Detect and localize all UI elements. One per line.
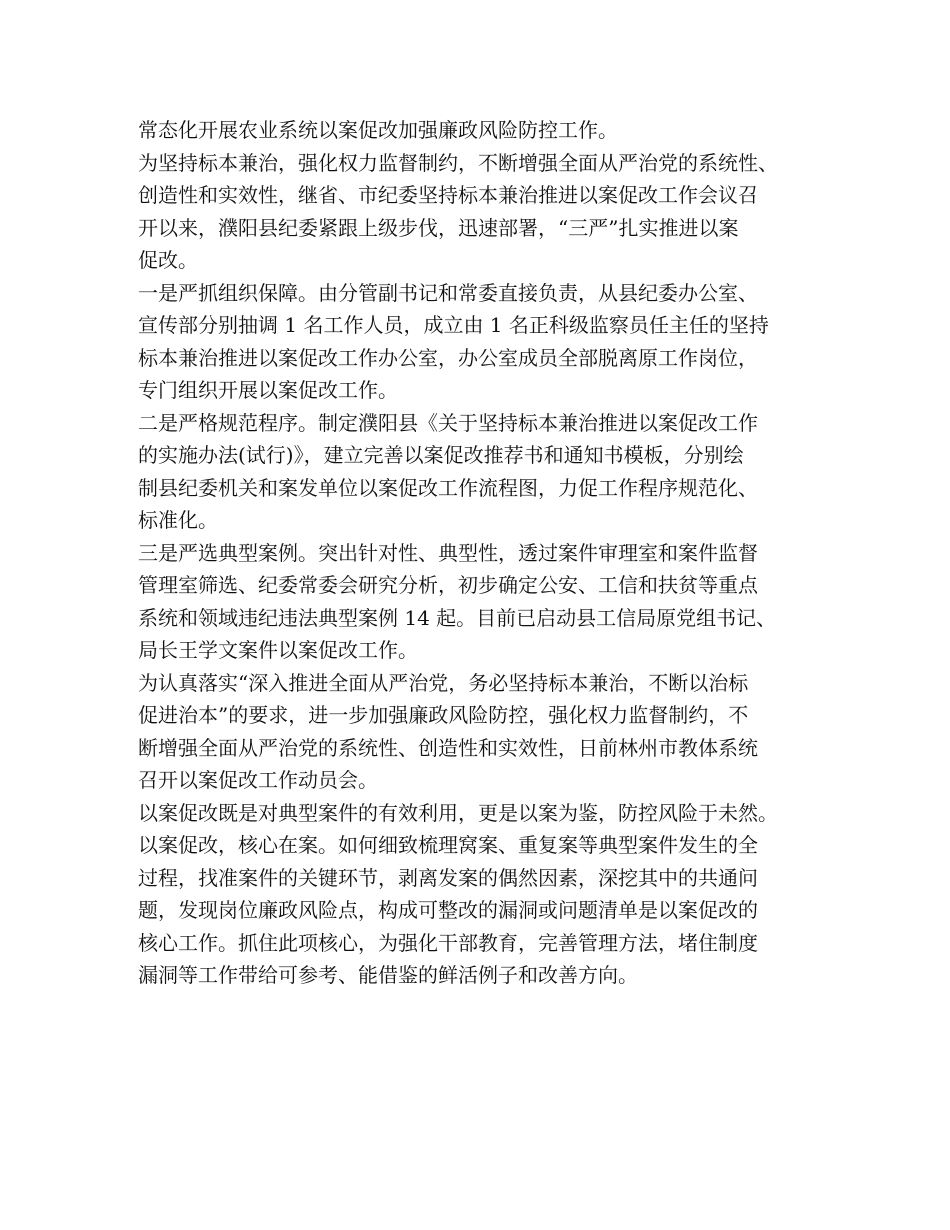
- text-line: 以案促改既是对典型案件的有效利用，更是以案为鉴，防控风险于未然。: [138, 800, 778, 825]
- text-line: 为坚持标本兼治，强化权力监督制约，不断增强全面从严治党的系统性、: [138, 150, 778, 175]
- text-line: 一是严抓组织保障。由分管副书记和常委直接负责，从县纪委办公室、: [138, 280, 758, 305]
- text-line: 断增强全面从严治党的系统性、创造性和实效性，日前林州市教体系统: [138, 735, 758, 760]
- text-line: 三是严选典型案例。突出针对性、典型性，透过案件审理室和案件监督: [138, 540, 758, 565]
- paragraph: [138, 537, 838, 667]
- text-line: 过程，找准案件的关键环节，剥离发案的偶然因素，深挖其中的共通问: [138, 865, 758, 890]
- document-body: [138, 114, 838, 992]
- text-line: 制县纪委机关和案发单位以案促改工作流程图，力促工作程序规范化、: [138, 475, 758, 500]
- paragraph: [138, 797, 838, 830]
- text-line: 二是严格规范程序。制定濮阳县《关于坚持标本兼治推进以案促改工作: [138, 410, 758, 435]
- text-line: 为认真落实“深入推进全面从严治党，务必坚持标本兼治，不断以治标: [138, 670, 749, 695]
- text-line: 促进治本”的要求，进一步加强廉政风险防控，强化权力监督制约，不: [138, 703, 749, 727]
- text-line: 召开以案促改工作动员会。: [138, 768, 378, 792]
- text-line: 局长王学文案件以案促改工作。: [138, 638, 418, 662]
- paragraph: [138, 667, 838, 797]
- text-line: 系统和领域违纪违法典型案例 14 起。目前已启动县工信局原党组书记、: [138, 605, 777, 630]
- text-line: 创造性和实效性，继省、市纪委坚持标本兼治推进以案促改工作会议召: [138, 183, 758, 207]
- paragraph: [138, 407, 838, 537]
- text-line: 以案促改，核心在案。如何细致梳理窝案、重复案等典型案件发生的全: [138, 833, 758, 857]
- paragraph: [138, 147, 838, 277]
- text-line: 标本兼治推进以案促改工作办公室，办公室成员全部脱离原工作岗位，: [138, 345, 758, 370]
- text-line: 的实施办法(试行)》，建立完善以案促改推荐书和通知书模板，分别绘: [138, 443, 744, 467]
- text-line: 管理室筛选、纪委常委会研究分析，初步确定公安、工信和扶贫等重点: [138, 573, 758, 597]
- text-line: 专门组织开展以案促改工作。: [138, 378, 398, 402]
- text-line: 宣传部分别抽调 1 名工作人员，成立由 1 名正科级监察员任主任的坚持: [138, 313, 769, 337]
- paragraph: [138, 829, 838, 992]
- text-line: 核心工作。抓住此项核心，为强化干部教育，完善管理方法，堵住制度: [138, 930, 758, 955]
- text-line: 常态化开展农业系统以案促改加强廉政风险防控工作。: [138, 118, 618, 142]
- text-line: 促改。: [138, 248, 198, 272]
- text-line: 开以来，濮阳县纪委紧跟上级步伐，迅速部署，“三严”扎实推进以案: [138, 215, 739, 240]
- paragraph: [138, 277, 838, 407]
- text-line: 标准化。: [138, 508, 218, 532]
- paragraph: [138, 114, 838, 147]
- text-line: 漏洞等工作带给可参考、能借鉴的鲜活例子和改善方向。: [138, 963, 638, 987]
- text-line: 题，发现岗位廉政风险点，构成可整改的漏洞或问题清单是以案促改的: [138, 898, 758, 922]
